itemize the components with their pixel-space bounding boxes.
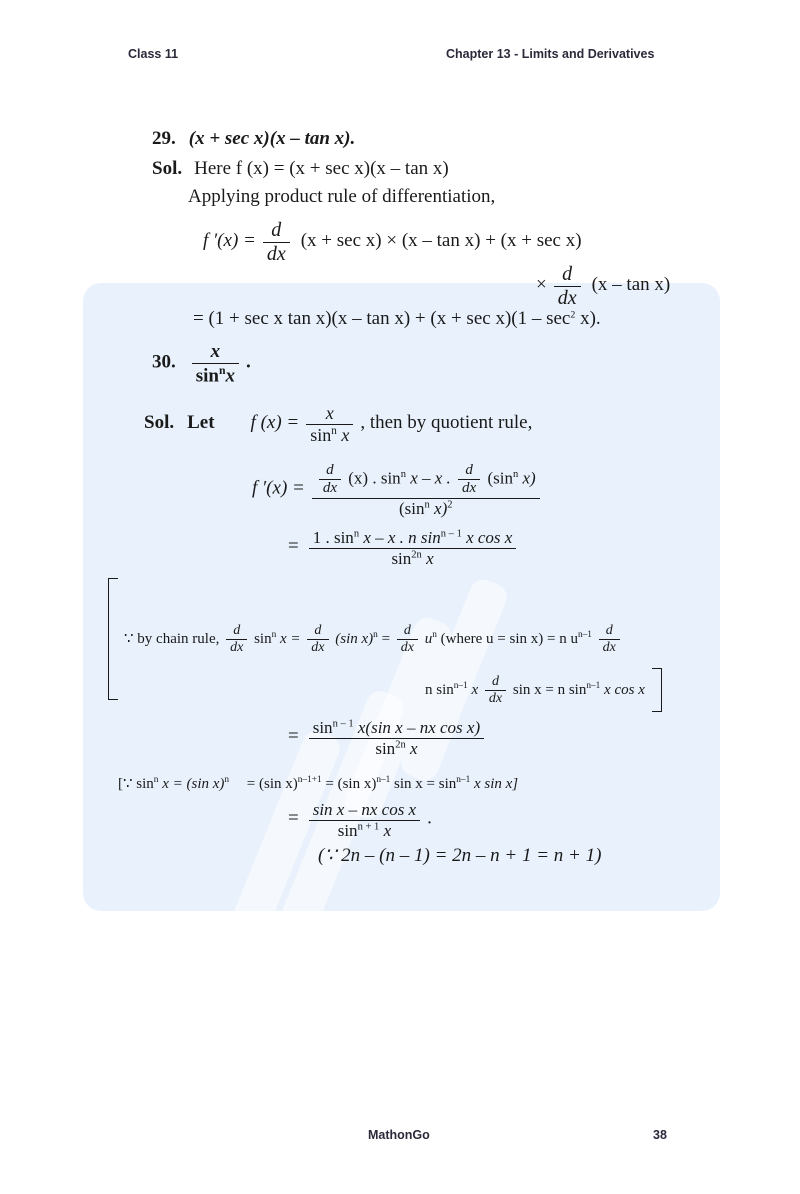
fraction-final: $\frac{\text{sin x – nx cos x}}{\sin^{n + 1} x}$ [309, 800, 420, 840]
fraction-d-dx: $\frac{d}{dx}$ [397, 623, 418, 656]
question-29-derivative-expression: f ′(x) = $\frac{d}{dx}$ (x + sec x) × (x – tan x) + (x + sec x) [203, 219, 582, 265]
question-29-final-result: = (1 + sec x $\tan x)(x - \tan x) + (x + \sec x)(1 - \sec^2 x)$. [193, 308, 601, 329]
fraction-factored: $\frac{\sin^{n - 1} x(\sin x - nx \cos x)}{\sin^{2n} x}$ [309, 718, 484, 758]
fraction-d-dx: $\frac{d}{dx}$ [458, 462, 480, 498]
fraction-x-over-sin-n-x: $\frac{x}{\sin^n x}$ [306, 403, 353, 445]
fraction-d-dx: $\frac{d}{dx}$ [599, 623, 620, 656]
chain-rule-note-line-2: n $\sin^{n-1} x$ $\frac{d}{dx}$ sin x = n $\sin^{n-1} x$ cos x [425, 668, 662, 712]
question-29-number: 29. (x + sec x)(x – tan x). [152, 128, 356, 149]
header-class-label: Class 11 [128, 47, 179, 61]
question-29-solution-line-1: Sol. Here f (x) = (x + sec x)(x – tan x) [152, 158, 449, 179]
footer-brand: MathonGo [368, 1128, 430, 1142]
chain-rule-note: ∵ by chain rule, $\frac{d}{dx}$ $\sin^n x$ = $\frac{d}{dx}$ (sin x)$^n$ = $\frac{d}{dx}$ $u^n$ (where u = sin x) = n $u^{n-1}$ $\frac{d}{dx}$ [108, 578, 708, 700]
fraction-d-dx: $\frac{d}{dx}$ [226, 623, 247, 656]
bracket-open-icon [108, 578, 118, 700]
fraction-d-dx: $\frac{d}{dx}$ [307, 623, 328, 656]
fraction-d-dx: $\frac{d}{dx}$ [554, 263, 581, 310]
question-30-identity-note: [∵ $\sin^n x = (\sin$ x)$^n$ = (sin x)$^{n-1+1}$ = (sin x)$^{n-1}$ $\sin x = \sin^{n-1} x$ sin x] [118, 775, 519, 792]
fraction-simplified: $\frac{1 . \sin^n x - x . n \sin^{n - 1} x \cos x}{\sin^{2n} x}$ [309, 528, 517, 568]
fraction-d-dx: $\frac{d}{dx}$ [485, 674, 506, 707]
question-29-derivative-continuation: × $\frac{d}{dx}$ (x – tan x) [536, 263, 671, 309]
exponent: 2 [570, 309, 576, 321]
question-30-exponent-note: (∵ 2n – (n – 1) = 2n – n + 1 = n + 1) [318, 845, 602, 866]
header-chapter-label: Chapter 13 - Limits and Derivatives [446, 47, 655, 61]
question-30-number: 30. $\frac{x}{\sin^nx}$ . [152, 341, 251, 387]
footer-page-number: 38 [653, 1128, 667, 1142]
question-29-solution-line-2: Applying product rule of differentiation, [188, 186, 496, 207]
bracket-close-icon [652, 668, 662, 712]
fraction-x-over-sin-n-x: $\frac{x}{\sin^nx}$ [192, 341, 239, 387]
question-30-quotient-rule-step: f ′(x) = $\frac{d}{dx}$ (x) . $\sin^n x$ – x . $\frac{d}{dx}$ ($\sin^n$ x) ($\sin^n$ x)$^2$ [252, 462, 543, 518]
fraction-quotient-step: $\frac{d}{dx}$ (x) . $\sin^n x$ – x . $\frac{d}{dx}$ ($\sin^n$ x) ($\sin^n$ x)$^2$ [312, 462, 540, 518]
question-30-let-line: Sol. Let f (x) = $\frac{x}{\sin^n x}$ , then by quotient rule, [144, 403, 533, 445]
question-30-factored-step: = $\frac{\sin^{n - 1} x(\sin x - nx \cos x)}{\sin^{2n} x}$ [288, 718, 487, 758]
question-30-final-result: = $\frac{\text{sin x – nx cos x}}{\sin^{n + 1} x}$ . [288, 800, 432, 840]
question-30-simplified-step: = $\frac{1 . \sin^n x - x . n \sin^{n - 1} x \cos x}{\sin^{2n} x}$ [288, 528, 519, 568]
fraction-d-dx: $\frac{d}{dx}$ [263, 219, 290, 266]
fraction-d-dx: $\frac{d}{dx}$ [319, 462, 341, 498]
